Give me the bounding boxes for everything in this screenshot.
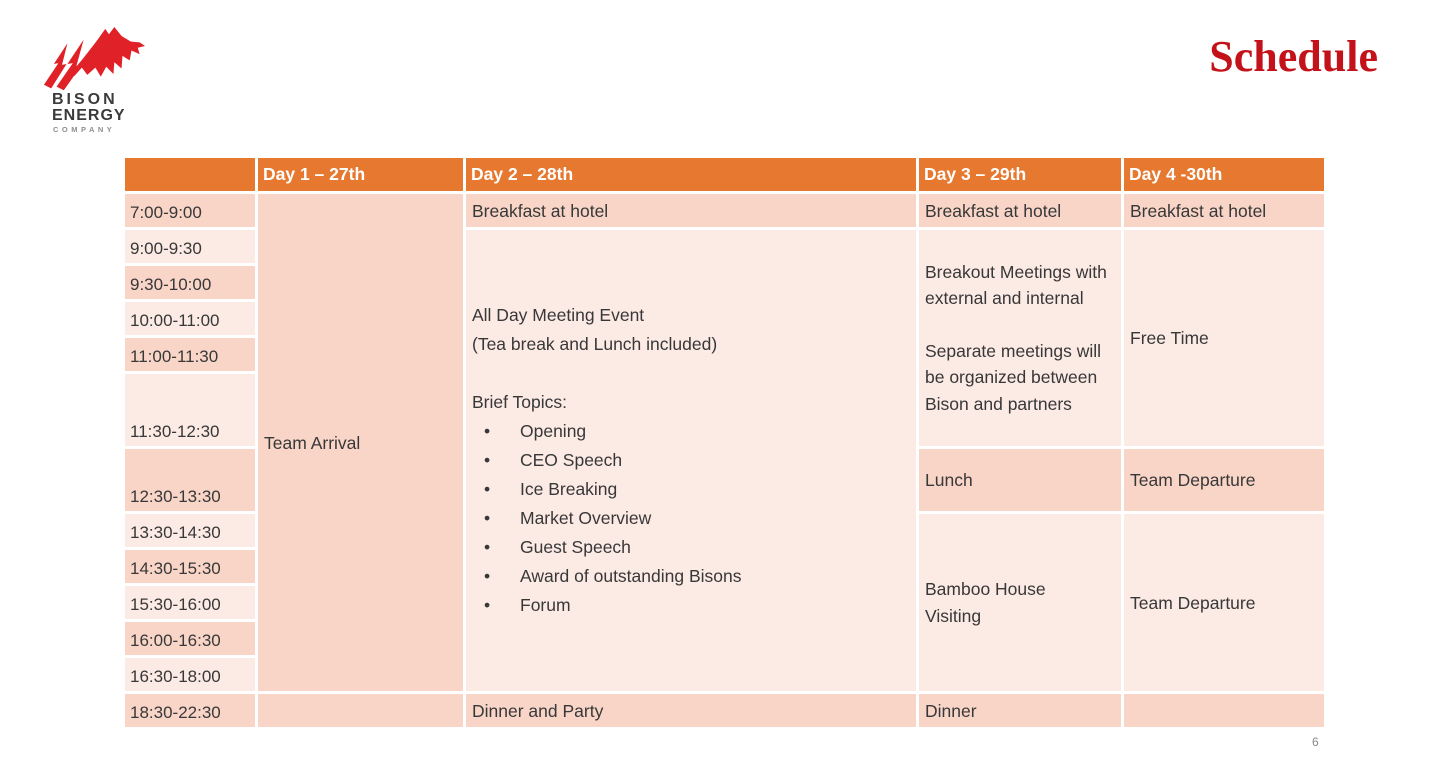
time-slot-1: 7:00-9:00: [125, 194, 255, 227]
cell-day3-dinner: Dinner: [919, 694, 1121, 727]
time-slot-12: 16:30-18:00: [125, 658, 255, 691]
cell-day2-all-day-meeting: [466, 230, 916, 691]
time-slot-7: 12:30-13:30: [125, 449, 255, 511]
time-slot-3: 9:30-10:00: [125, 266, 255, 299]
table-row: [125, 694, 1324, 727]
topic-item: • CEO Speech: [472, 446, 910, 475]
cell-day1-team-arrival: [258, 194, 463, 691]
header-day-3: Day 3 – 29th: [919, 158, 1121, 191]
topics-label: Brief Topics:: [472, 392, 567, 412]
cell-day4-breakfast: Breakfast at hotel: [1124, 194, 1324, 227]
topics-list: [472, 417, 910, 620]
header-day-4: Day 4 -30th: [1124, 158, 1324, 191]
time-slot-6: 11:30-12:30: [125, 374, 255, 446]
topic-item: • Forum: [472, 591, 910, 620]
page-title: Schedule: [1209, 32, 1378, 81]
topic-item: • Guest Speech: [472, 533, 910, 562]
header-row: [125, 158, 1324, 191]
meeting-title: All Day Meeting Event: [472, 305, 645, 325]
schedule-table: [122, 155, 1327, 730]
topic-item: • Ice Breaking: [472, 475, 910, 504]
cell-day1-evening-empty: [258, 694, 463, 727]
header-time-blank: [125, 158, 255, 191]
header-day-2: Day 2 – 28th: [466, 158, 916, 191]
time-slot-9: 14:30-15:30: [125, 550, 255, 583]
cell-day2-breakfast: Breakfast at hotel: [466, 194, 916, 227]
breakout-para-1: Breakout Meetings with external and internal: [925, 261, 1107, 309]
bison-logo-icon: [36, 18, 176, 92]
table-row: [125, 194, 1324, 227]
time-slot-13: 18:30-22:30: [125, 694, 255, 727]
bison-energy-logo: [36, 18, 176, 135]
bamboo-text: Bamboo House Visiting: [925, 578, 1046, 626]
cell-day4-free-time: Free Time: [1124, 230, 1324, 446]
cell-day4-team-departure-2: Team Departure: [1124, 514, 1324, 691]
breakout-text: [925, 259, 1107, 418]
topic-item: • Opening: [472, 417, 910, 446]
time-slot-5: 11:00-11:30: [125, 338, 255, 371]
team-arrival-text: Team Arrival: [264, 432, 361, 453]
schedule-table-container: [122, 155, 1327, 730]
time-slot-4: 10:00-11:00: [125, 302, 255, 335]
time-slot-2: 9:00-9:30: [125, 230, 255, 263]
page-number: 6: [1312, 735, 1319, 749]
meeting-subtitle: (Tea break and Lunch included): [472, 334, 718, 354]
cell-day4-evening-empty: [1124, 694, 1324, 727]
cell-day4-team-departure-1: Team Departure: [1124, 449, 1324, 511]
logo-text-company: COMPANY: [53, 125, 116, 134]
header-day-1: Day 1 – 27th: [258, 158, 463, 191]
breakout-para-2: Separate meetings will be organized between Bison and partners: [925, 340, 1102, 414]
topic-item: • Award of outstanding Bisons: [472, 562, 910, 591]
cell-day3-breakout-meetings: [919, 230, 1121, 446]
cell-day3-lunch: Lunch: [919, 449, 1121, 511]
cell-day3-bamboo-house: [919, 514, 1121, 691]
topic-item: • Market Overview: [472, 504, 910, 533]
time-slot-10: 15:30-16:00: [125, 586, 255, 619]
time-slot-8: 13:30-14:30: [125, 514, 255, 547]
logo-text-energy: ENERGY: [52, 107, 126, 124]
logo-text-bison: BISON: [52, 91, 118, 108]
cell-day2-dinner-and-party: Dinner and Party: [466, 694, 916, 727]
cell-day3-breakfast: Breakfast at hotel: [919, 194, 1121, 227]
time-slot-11: 16:00-16:30: [125, 622, 255, 655]
